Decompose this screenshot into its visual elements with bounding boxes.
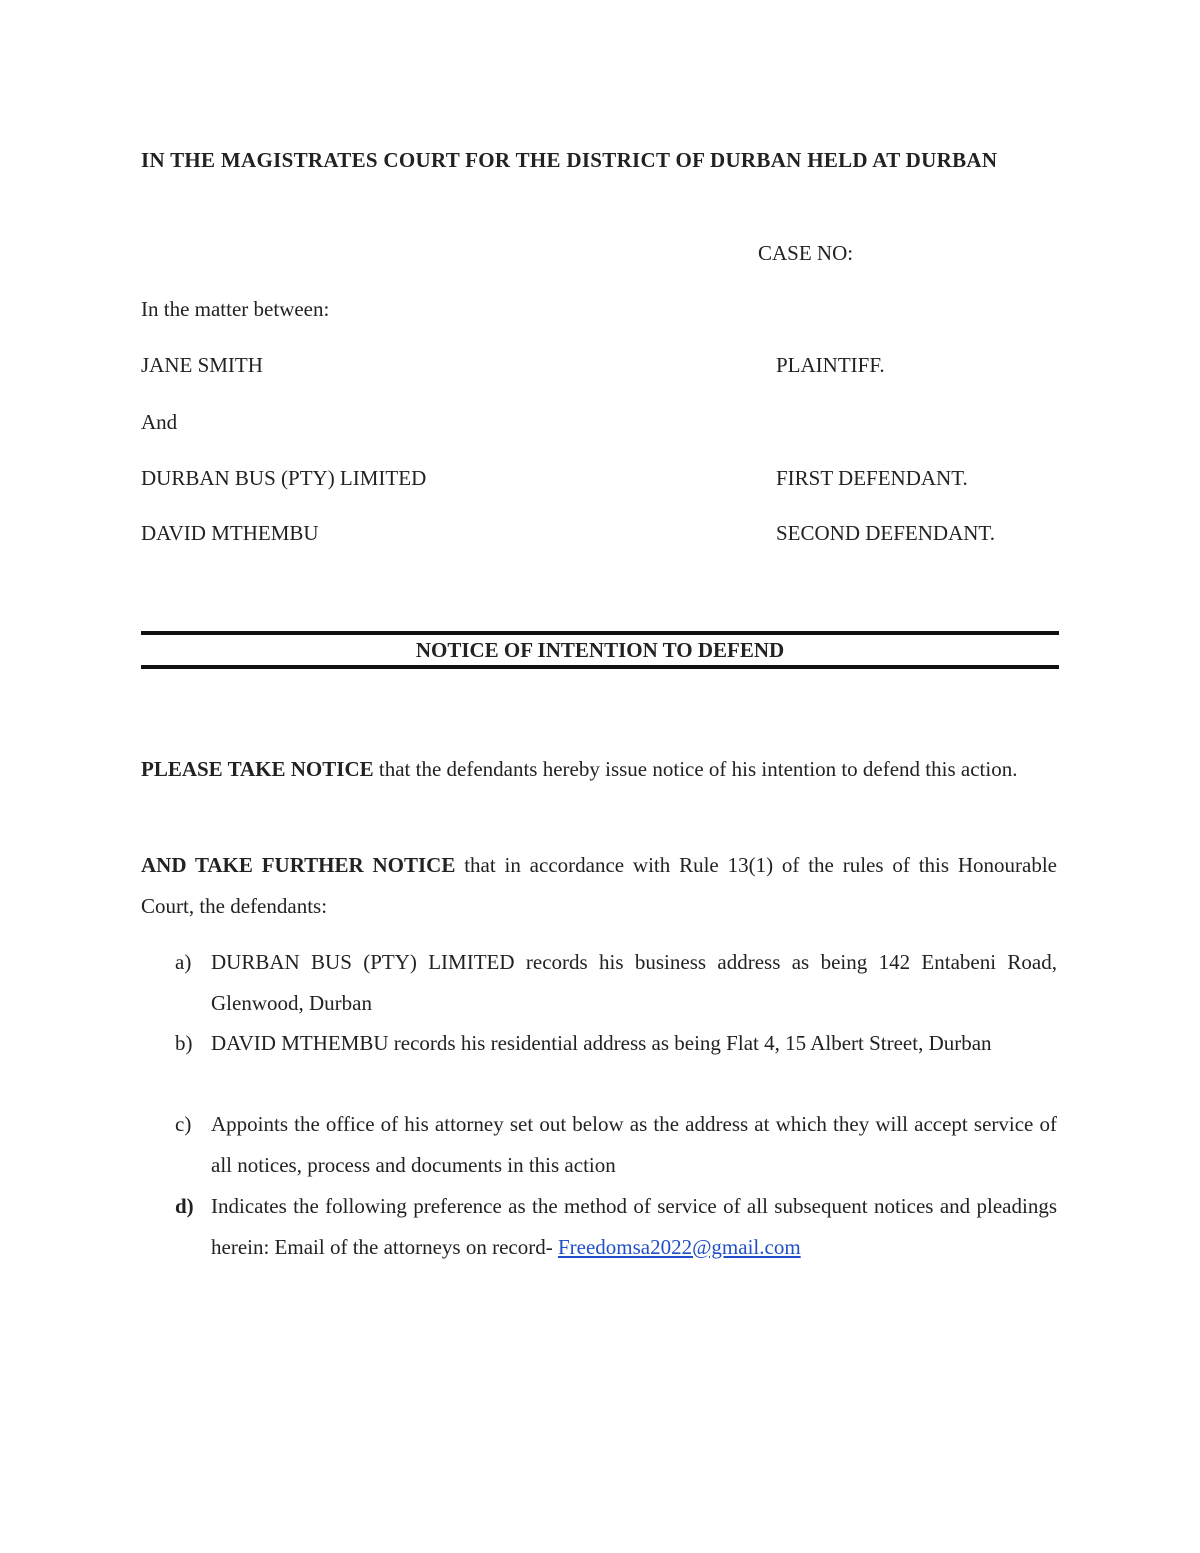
court-title: IN THE MAGISTRATES COURT FOR THE DISTRICT OF DURBAN HELD AT DURBAN xyxy=(141,148,998,172)
list-item-text: DURBAN BUS (PTY) LIMITED records his business address as being 142 Entabeni Road, Glenwood, Durban xyxy=(211,950,1057,1015)
list-marker: c) xyxy=(175,1112,192,1136)
list-item-text: DAVID MTHEMBU records his residential address as being Flat 4, 15 Albert Street, Durban xyxy=(211,1031,992,1055)
second-defendant-role: SECOND DEFENDANT. xyxy=(776,521,995,545)
paragraph-text: that the defendants hereby issue notice of his intention to defend this action. xyxy=(373,757,1018,781)
attorney-email-link[interactable]: Freedomsa2022@gmail.com xyxy=(557,1234,801,1259)
first-defendant-name: DURBAN BUS (PTY) LIMITED xyxy=(141,466,427,490)
heading-rule-bottom xyxy=(141,665,1059,669)
matter-intro: In the matter between: xyxy=(141,297,330,321)
paragraph-text: that in accordance with Rule 13(1) of the rules of this Honourable Court, the defendants: xyxy=(141,853,1057,918)
case-number-label: CASE NO: xyxy=(758,241,854,265)
list-marker: b) xyxy=(175,1031,193,1055)
list-item-text xyxy=(211,1186,1057,1267)
paragraph-lead: AND TAKE FURTHER NOTICE xyxy=(141,853,456,877)
paragraph-lead: PLEASE TAKE NOTICE xyxy=(141,757,374,781)
heading-rule-top xyxy=(141,631,1059,635)
paragraph-please-take-notice xyxy=(141,749,1057,790)
list-item-text-content: Indicates the following preference as the method of service of all subsequent notices and pleadings herein: Email of the attorneys on record- xyxy=(211,1194,1057,1259)
paragraph-further-notice xyxy=(141,845,1057,926)
list-marker: d) xyxy=(175,1194,194,1218)
plaintiff-role: PLAINTIFF. xyxy=(776,353,885,377)
first-defendant-role: FIRST DEFENDANT. xyxy=(776,466,968,490)
and-separator: And xyxy=(141,410,178,434)
second-defendant-name: DAVID MTHEMBU xyxy=(141,521,319,545)
notice-title: NOTICE OF INTENTION TO DEFEND xyxy=(415,638,785,662)
list-marker: a) xyxy=(175,950,192,974)
list-item-text: Appoints the office of his attorney set out below as the address at which they will accept service of all notices, process and documents in this action xyxy=(211,1112,1057,1177)
plaintiff-name: JANE SMITH xyxy=(141,353,263,377)
